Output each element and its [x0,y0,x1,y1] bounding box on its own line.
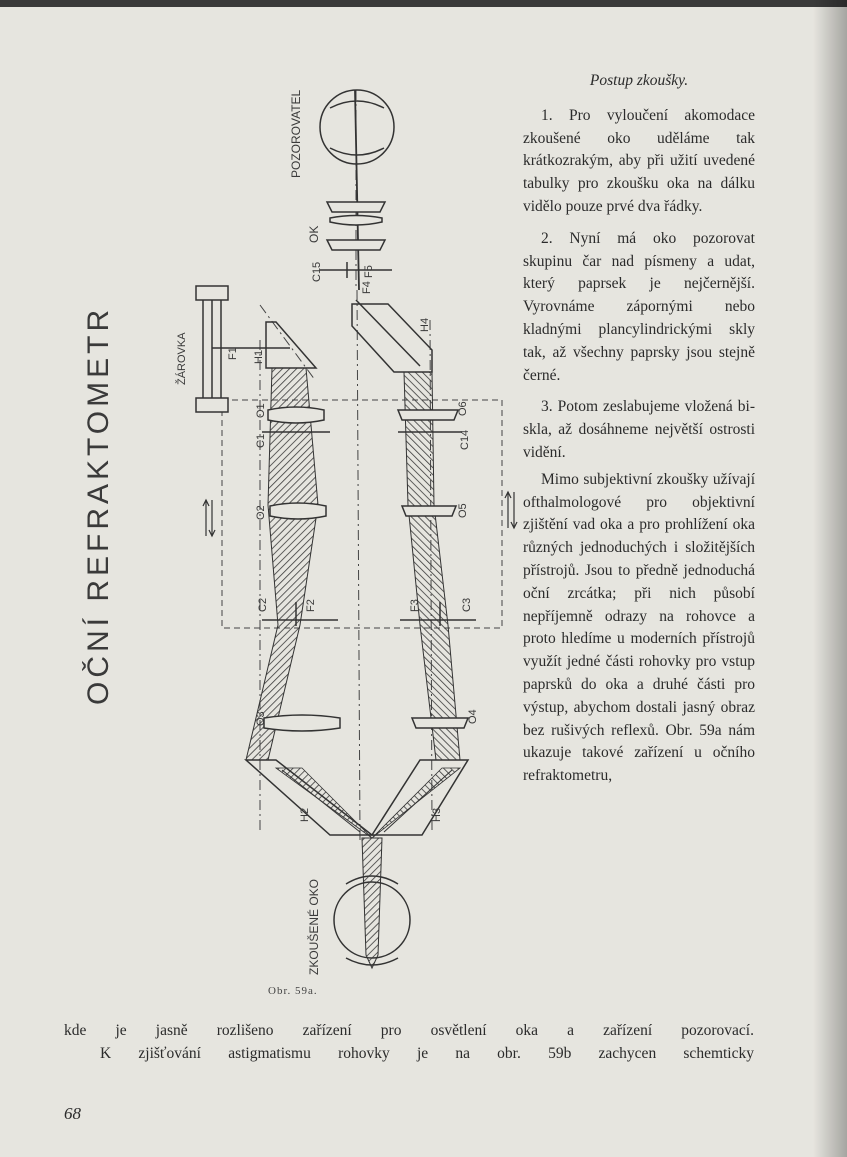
label-f4: F4 [361,281,373,294]
label-lamp: ŽÁROVKA [176,332,188,385]
prism-h1 [266,322,316,368]
page-number: 68 [64,1104,81,1123]
prism-h4 [352,300,432,372]
body-line-2: K zjišťování astigmatismu rohovky je na obr. 59b zachycen schemticky [100,1045,754,1062]
label-ok: OK [307,225,321,243]
body-line-1: kde je jasně rozlišeno zařízení pro osvětlení oka a zařízení pozorovací. [64,1022,754,1039]
label-o1: O1 [255,403,267,418]
label-o6: O6 [457,401,469,416]
label-h2: H2 [299,807,311,822]
returning-beams [372,768,460,838]
label-o3: O3 [255,711,267,726]
label-o2: O2 [255,505,267,520]
label-h3: H3 [431,807,443,822]
direction-arrows [203,492,517,536]
text-column [523,70,755,788]
label-observer: POZOROVATEL [289,89,303,178]
page-binding-shadow [813,0,847,1157]
section-heading: Postup zkoušky. [589,72,689,89]
label-h1: H1 [253,349,265,364]
eye-beam [362,838,382,968]
figure-title: OČNÍ REFRAKTOMETR [82,305,115,705]
label-tested-eye: ZKOUŠENÉ OKO [307,878,321,975]
label-f3: F3 [409,599,421,612]
observer-eye [320,90,394,290]
label-f5: F5 [363,265,375,278]
label-c3: C3 [461,597,473,612]
illumination-beam [246,368,318,760]
converging-beams [276,768,372,838]
label-c15: C15 [311,261,323,282]
paragraph-step-3: 3. Potom zeslabujeme vložená bi-skla, až dosáhneme největší ostrosti vidění. [523,398,755,461]
paragraph-step-2: 2. Nyní má oko pozorovat skupinu čar nad písmeny a udat, který paprsek je nejčernější. Vyrovnáme zápornými nebo kladnými plancylindrickými skly tak, až všechny paprsky jsou stejně černé. [523,229,755,384]
observation-beam [404,372,460,760]
label-h4: H4 [419,317,431,332]
label-o4: O4 [467,709,479,724]
label-c2: C2 [257,597,269,612]
figure-caption: Obr. 59a. [268,985,318,997]
label-c1: C1 [255,433,267,448]
label-f1: F1 [227,347,239,360]
paragraph-step-1: 1. Pro vyloučení akomodace zkoušené oko uděláme tak krátkozrakým, aby při užití uvedené tabulky pro zkoušku oka na dálku vidělo pouze prvé dva řádky. [523,106,755,215]
paragraph-objective: Mimo subjektivní zkoušky užívají ofthalmologové pro objektivní zjištění vad oka a pro prohlížení oka různých jednoduchých i složitějších přístrojů. Jsou to předně jednoduchá oční zrcátka; při nich působí nepříjemně odrazy na rohovce a proto hledíme u moderních přístrojů využít jedné části rohovky pro vstup paprsků do oka a druhé části pro výstup, abychom dostali jasný obraz bez rušivých reflexů. Obr. 59a nám ukazuje takové zařízení u očního refraktometru, [523,470,755,785]
label-f2: F2 [305,599,317,612]
vertical-title [81,306,115,705]
label-o5: O5 [457,503,469,518]
label-c14: C14 [459,429,471,450]
